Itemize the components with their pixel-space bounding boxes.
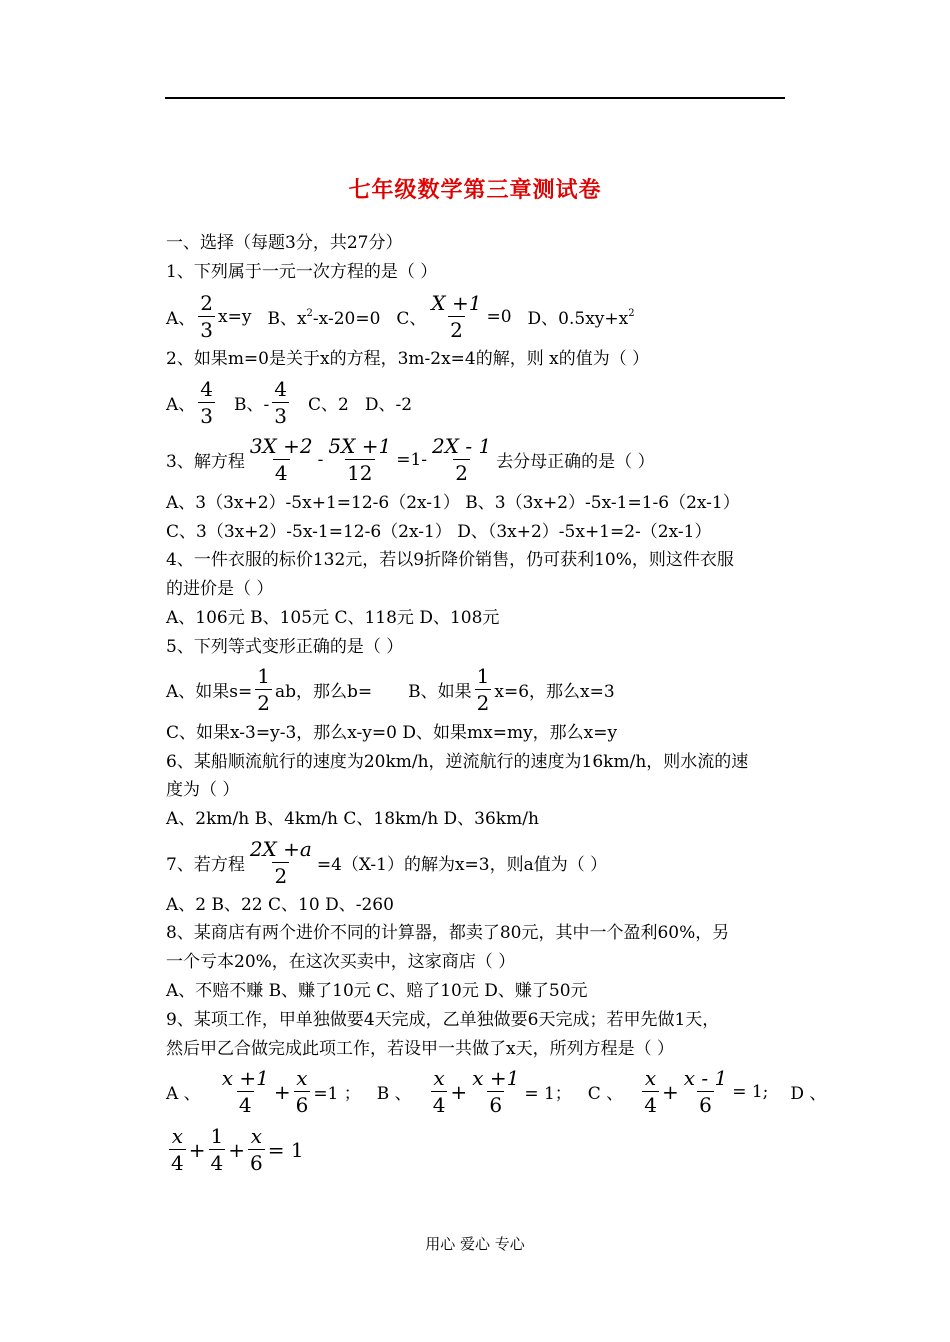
q8-stem-line1: 8、某商店有两个进价不同的计算器，都卖了80元，其中一个盈利60%，另: [166, 923, 730, 943]
q1-options: [166, 290, 635, 343]
q5-b-fraction: $\frac{1}{2}$: [476, 664, 490, 715]
q2-a-label: A、: [166, 395, 196, 415]
q1-a-label: A、: [166, 309, 196, 329]
q9-option-d: [166, 1123, 304, 1176]
q9-a-fraction-1: $\frac{x +1}{4}$: [221, 1066, 269, 1117]
q1-c-fraction: $\frac{X +1}{2}$: [431, 291, 482, 342]
page-title: 七年级数学第三章测试卷: [348, 177, 602, 203]
q5-stem: 5、下列等式变形正确的是（ ）: [166, 637, 404, 657]
q3-fraction-2: $\frac{5X +1}{12}$: [328, 434, 392, 485]
q2-b-fraction: $\frac{4}{3}$: [274, 377, 287, 428]
q9-a-fraction-2: $\frac{x}{6}$: [295, 1066, 309, 1117]
q7-prefix: 7、若方程: [166, 855, 245, 875]
q9-a-text: =1 ；: [313, 1084, 361, 1104]
q4-stem-line1: 4、一件衣服的标价132元，若以9折降价销售，仍可获利10%，则这件衣服: [166, 550, 734, 570]
q9-c-text: = 1;: [732, 1081, 769, 1102]
q5-b-text: x=6，那么x=3: [494, 682, 615, 702]
q9-d-fraction-2: $\frac{1}{4}$: [210, 1124, 224, 1175]
q1-stem: 1、下列属于一元一次方程的是（ ）: [166, 262, 438, 282]
page-footer: 用心 爱心 专心: [425, 1235, 525, 1253]
q2-a-fraction: $\frac{4}{3}$: [200, 377, 214, 428]
q4-stem-line2: 的进价是（ ）: [166, 579, 274, 599]
q5-b-label: B、如果: [408, 682, 472, 702]
q9-d-fraction-1: $\frac{x}{4}$: [171, 1124, 184, 1175]
q9-c-fraction-2: $\frac{x - 1}{6}$: [683, 1066, 728, 1117]
q2-b-label: B、-: [234, 395, 270, 415]
q1-a-fraction: $\frac{2}{3}$: [200, 291, 214, 342]
q8-options: A、不赔不赚 B、赚了10元 C、赔了10元 D、赚了50元: [166, 981, 588, 1001]
q1-c-label: C、: [396, 309, 427, 329]
q9-b-plus: +: [450, 1079, 468, 1104]
q3-fraction-1: $\frac{3X +2}{4}$: [249, 434, 313, 485]
q9-b-fraction-1: $\frac{x}{4}$: [432, 1066, 446, 1117]
q9-stem-line2: 然后甲乙合做完成此项工作，若设甲一共做了x天，所列方程是（ ）: [166, 1039, 674, 1059]
q4-options: A、106元 B、105元 C、118元 D、108元: [166, 608, 500, 628]
q9-d-plus-1: +: [188, 1137, 206, 1162]
q9-a-label: A 、: [166, 1084, 201, 1104]
q9-d-text: = 1: [267, 1137, 304, 1162]
q6-options: A、2km/h B、4km/h C、18km/h D、36km/h: [166, 809, 539, 829]
header-rule: [165, 97, 785, 99]
q2-stem: 2、如果m=0是关于x的方程，3m-2x=4的解，则 x的值为（ ）: [166, 349, 650, 369]
q6-stem-line2: 度为（ ）: [166, 780, 240, 800]
q2-d-text: D、-2: [364, 395, 413, 415]
q3-options-ab: A、3（3x+2）-5x+1=12-6（2x-1） B、3（3x+2）-5x-1=1-6（2x-1）: [166, 493, 740, 513]
q8-stem-line2: 一个亏本20%，在这次买卖中，这家商店（ ）: [166, 952, 516, 972]
q9-c-fraction-1: $\frac{x}{4}$: [644, 1066, 657, 1117]
q5-options-ab: [166, 663, 615, 716]
q2-c-text: C、2: [308, 395, 349, 415]
q1-a-text: x=y: [218, 306, 252, 327]
q9-b-label: B 、: [376, 1084, 412, 1104]
q7-options: A、2 B、22 C、10 D、-260: [166, 895, 394, 915]
q7-suffix: =4（X-1）的解为x=3，则a值为（ ）: [316, 855, 608, 875]
q3-options-cd: C、3（3x+2）-5x-1=12-6（2x-1） D、（3x+2）-5x+1=2-（2x-1）: [166, 522, 712, 542]
q7-stem: [166, 836, 607, 889]
q3-equals: =1-: [396, 449, 428, 470]
q9-stem-line1: 9、某项工作，甲单独做要4天完成，乙单独做要6天完成；若甲先做1天，: [166, 1010, 720, 1030]
q6-stem-line1: 6、某船顺流航行的速度为20km/h，逆流航行的速度为16km/h，则水流的速: [166, 752, 749, 772]
q3-minus: -: [317, 449, 324, 470]
q9-c-plus: +: [661, 1079, 679, 1104]
q1-b-text: B、$x^2-x-20=0$: [267, 308, 381, 329]
q5-a-fraction: $\frac{1}{2}$: [257, 664, 270, 715]
q1-d-text: D、$0.5xy+x^2$: [527, 308, 635, 329]
q1-c-text: =0: [486, 306, 512, 327]
q5-options-cd: C、如果x-3=y-3，那么x-y=0 D、如果mx=my，那么x=y: [166, 723, 618, 743]
q5-a-text: ab，那么b=: [274, 682, 373, 702]
q9-d-label: D 、: [790, 1084, 827, 1104]
q3-fraction-3: $\frac{2X - 1}{2}$: [432, 434, 492, 485]
q9-b-fraction-2: $\frac{x +1}{6}$: [472, 1066, 520, 1117]
q9-options-abc: [166, 1065, 826, 1118]
q3-stem: [166, 433, 655, 486]
q9-b-text: = 1；: [524, 1084, 572, 1104]
q9-c-label: C 、: [587, 1084, 624, 1104]
q3-suffix: 去分母正确的是（ ）: [496, 452, 655, 472]
q9-a-plus: +: [273, 1079, 291, 1104]
q7-fraction: $\frac{2X +a}{2}$: [249, 837, 312, 888]
section-heading: 一、选择（每题3分，共27分）: [166, 233, 403, 253]
q9-d-fraction-3: $\frac{x}{6}$: [250, 1124, 263, 1175]
q9-d-plus-2: +: [228, 1137, 245, 1162]
q3-prefix: 3、解方程: [166, 452, 245, 472]
q5-a-label: A、如果s=: [166, 682, 253, 702]
q2-options: [166, 376, 412, 429]
